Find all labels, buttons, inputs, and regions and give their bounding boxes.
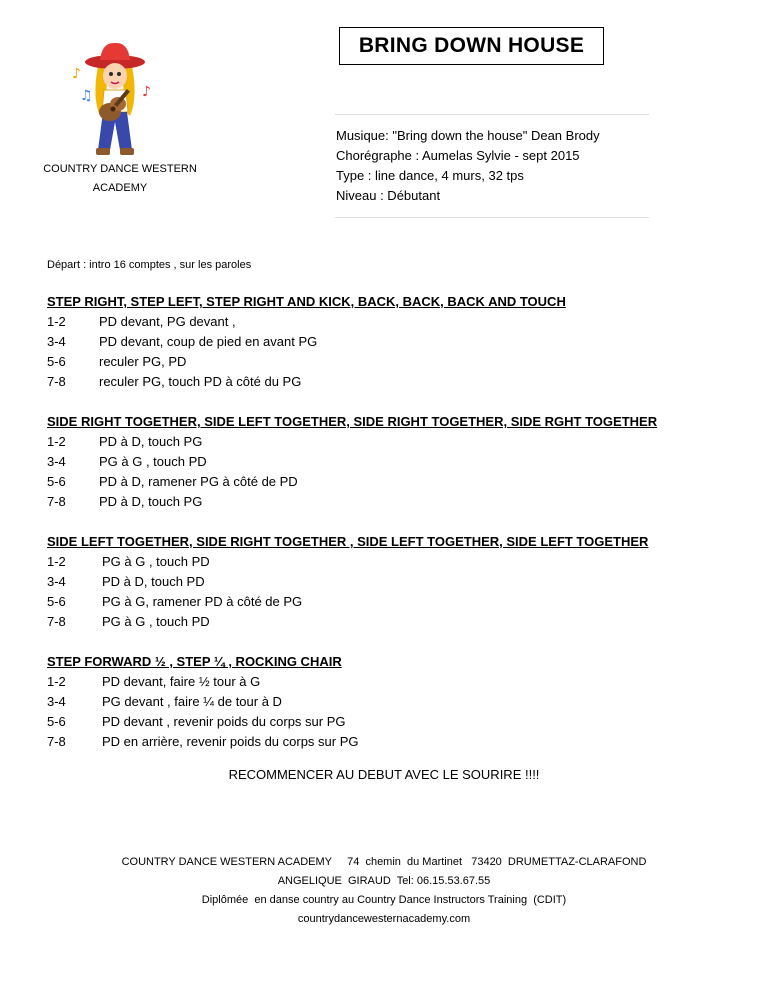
- step-count: 7-8: [47, 734, 66, 749]
- section-1: [47, 292, 566, 392]
- step-row: [47, 552, 648, 572]
- academy-name: [40, 160, 200, 198]
- step-count: 7-8: [47, 374, 66, 389]
- step-count: 5-6: [47, 354, 66, 369]
- step-row: [47, 592, 648, 612]
- info-choreographer: Chorégraphe : Aumelas Sylvie - sept 2015: [336, 148, 580, 163]
- footer-diploma: Diplômée en danse country au Country Dance Instructors Training (CDIT): [201, 894, 567, 906]
- footer-address: COUNTRY DANCE WESTERN ACADEMY 74 chemin du Martinet 73420 DRUMETTAZ-CLARAFOND: [121, 856, 647, 868]
- step-row: [47, 612, 648, 632]
- step-text: reculer PG, PD: [99, 354, 187, 369]
- divider: [335, 217, 649, 218]
- step-text: PG devant , faire ¼ de tour à D: [102, 694, 282, 709]
- step-count: 5-6: [47, 714, 66, 729]
- step-count: 1-2: [47, 434, 66, 449]
- step-row: [47, 352, 566, 372]
- step-count: 1-2: [47, 674, 66, 689]
- restart-note: RECOMMENCER AU DEBUT AVEC LE SOURIRE !!!!: [228, 767, 540, 782]
- info-level: Niveau : Débutant: [336, 188, 441, 203]
- svg-text:♪: ♪: [72, 66, 81, 82]
- section-title: STEP FORWARD ½ , STEP ¼ , ROCKING CHAIR: [47, 654, 342, 669]
- step-text: PD à D, touch PG: [99, 494, 203, 509]
- step-row: [47, 692, 359, 712]
- step-text: PD à D, touch PG: [99, 434, 203, 449]
- step-count: 5-6: [47, 474, 66, 489]
- step-count: 3-4: [47, 334, 66, 349]
- step-row: [47, 452, 657, 472]
- academy-name-line: ACADEMY: [92, 182, 148, 194]
- step-row: [47, 572, 648, 592]
- page-title: BRING DOWN HOUSE: [339, 27, 604, 65]
- footer-website: countrydancewesternacademy.com: [297, 913, 471, 925]
- step-text: PD devant , revenir poids du corps sur PG: [102, 714, 346, 729]
- step-text: PG à G , touch PD: [102, 614, 210, 629]
- dance-info: [336, 126, 600, 206]
- academy-name-line: COUNTRY DANCE WESTERN: [43, 163, 197, 175]
- step-row: [47, 472, 657, 492]
- step-count: 1-2: [47, 314, 66, 329]
- step-text: PG à G, ramener PD à côté de PG: [102, 594, 303, 609]
- step-count: 3-4: [47, 694, 66, 709]
- step-row: [47, 732, 359, 752]
- section-title: SIDE LEFT TOGETHER, SIDE RIGHT TOGETHER , SIDE LEFT TOGETHER, SIDE LEFT TOGETHER: [47, 534, 649, 549]
- start-note: Départ : intro 16 comptes , sur les paroles: [47, 259, 252, 271]
- svg-text:♫: ♫: [80, 88, 93, 104]
- step-row: [47, 712, 359, 732]
- step-row: [47, 312, 566, 332]
- step-row: [47, 332, 566, 352]
- step-row: [47, 372, 566, 392]
- divider: [335, 114, 649, 115]
- svg-text:♪: ♪: [142, 84, 151, 100]
- step-count: 3-4: [47, 574, 66, 589]
- section-2: [47, 412, 657, 512]
- step-row: [47, 672, 359, 692]
- step-count: 5-6: [47, 594, 66, 609]
- step-count: 7-8: [47, 614, 66, 629]
- step-text: PD à D, touch PD: [102, 574, 205, 589]
- step-text: PD à D, ramener PG à côté de PD: [99, 474, 298, 489]
- step-count: 1-2: [47, 554, 66, 569]
- step-row: [47, 432, 657, 452]
- section-3: [47, 532, 648, 632]
- footer: [0, 853, 768, 929]
- step-text: PG à G , touch PD: [102, 554, 210, 569]
- step-count: 7-8: [47, 494, 66, 509]
- cowgirl-guitar-icon: [70, 38, 160, 158]
- step-text: PD devant, coup de pied en avant PG: [99, 334, 318, 349]
- footer-contact: ANGELIQUE GIRAUD Tel: 06.15.53.67.55: [277, 875, 491, 887]
- info-type: Type : line dance, 4 murs, 32 tps: [336, 168, 524, 183]
- section-title: SIDE RIGHT TOGETHER, SIDE LEFT TOGETHER, SIDE RIGHT TOGETHER, SIDE RGHT TOGETHER: [47, 414, 658, 429]
- step-text: reculer PG, touch PD à côté du PG: [99, 374, 302, 389]
- step-count: 3-4: [47, 454, 66, 469]
- info-music: Musique: "Bring down the house" Dean Brody: [336, 128, 600, 143]
- step-text: PD devant, faire ½ tour à G: [102, 674, 261, 689]
- step-text: PD en arrière, revenir poids du corps sur PG: [102, 734, 359, 749]
- section-4: [47, 652, 359, 752]
- step-text: PD devant, PG devant ,: [99, 314, 236, 329]
- step-text: PG à G , touch PD: [99, 454, 207, 469]
- section-title: STEP RIGHT, STEP LEFT, STEP RIGHT AND KICK, BACK, BACK, BACK AND TOUCH: [47, 294, 566, 309]
- step-row: [47, 492, 657, 512]
